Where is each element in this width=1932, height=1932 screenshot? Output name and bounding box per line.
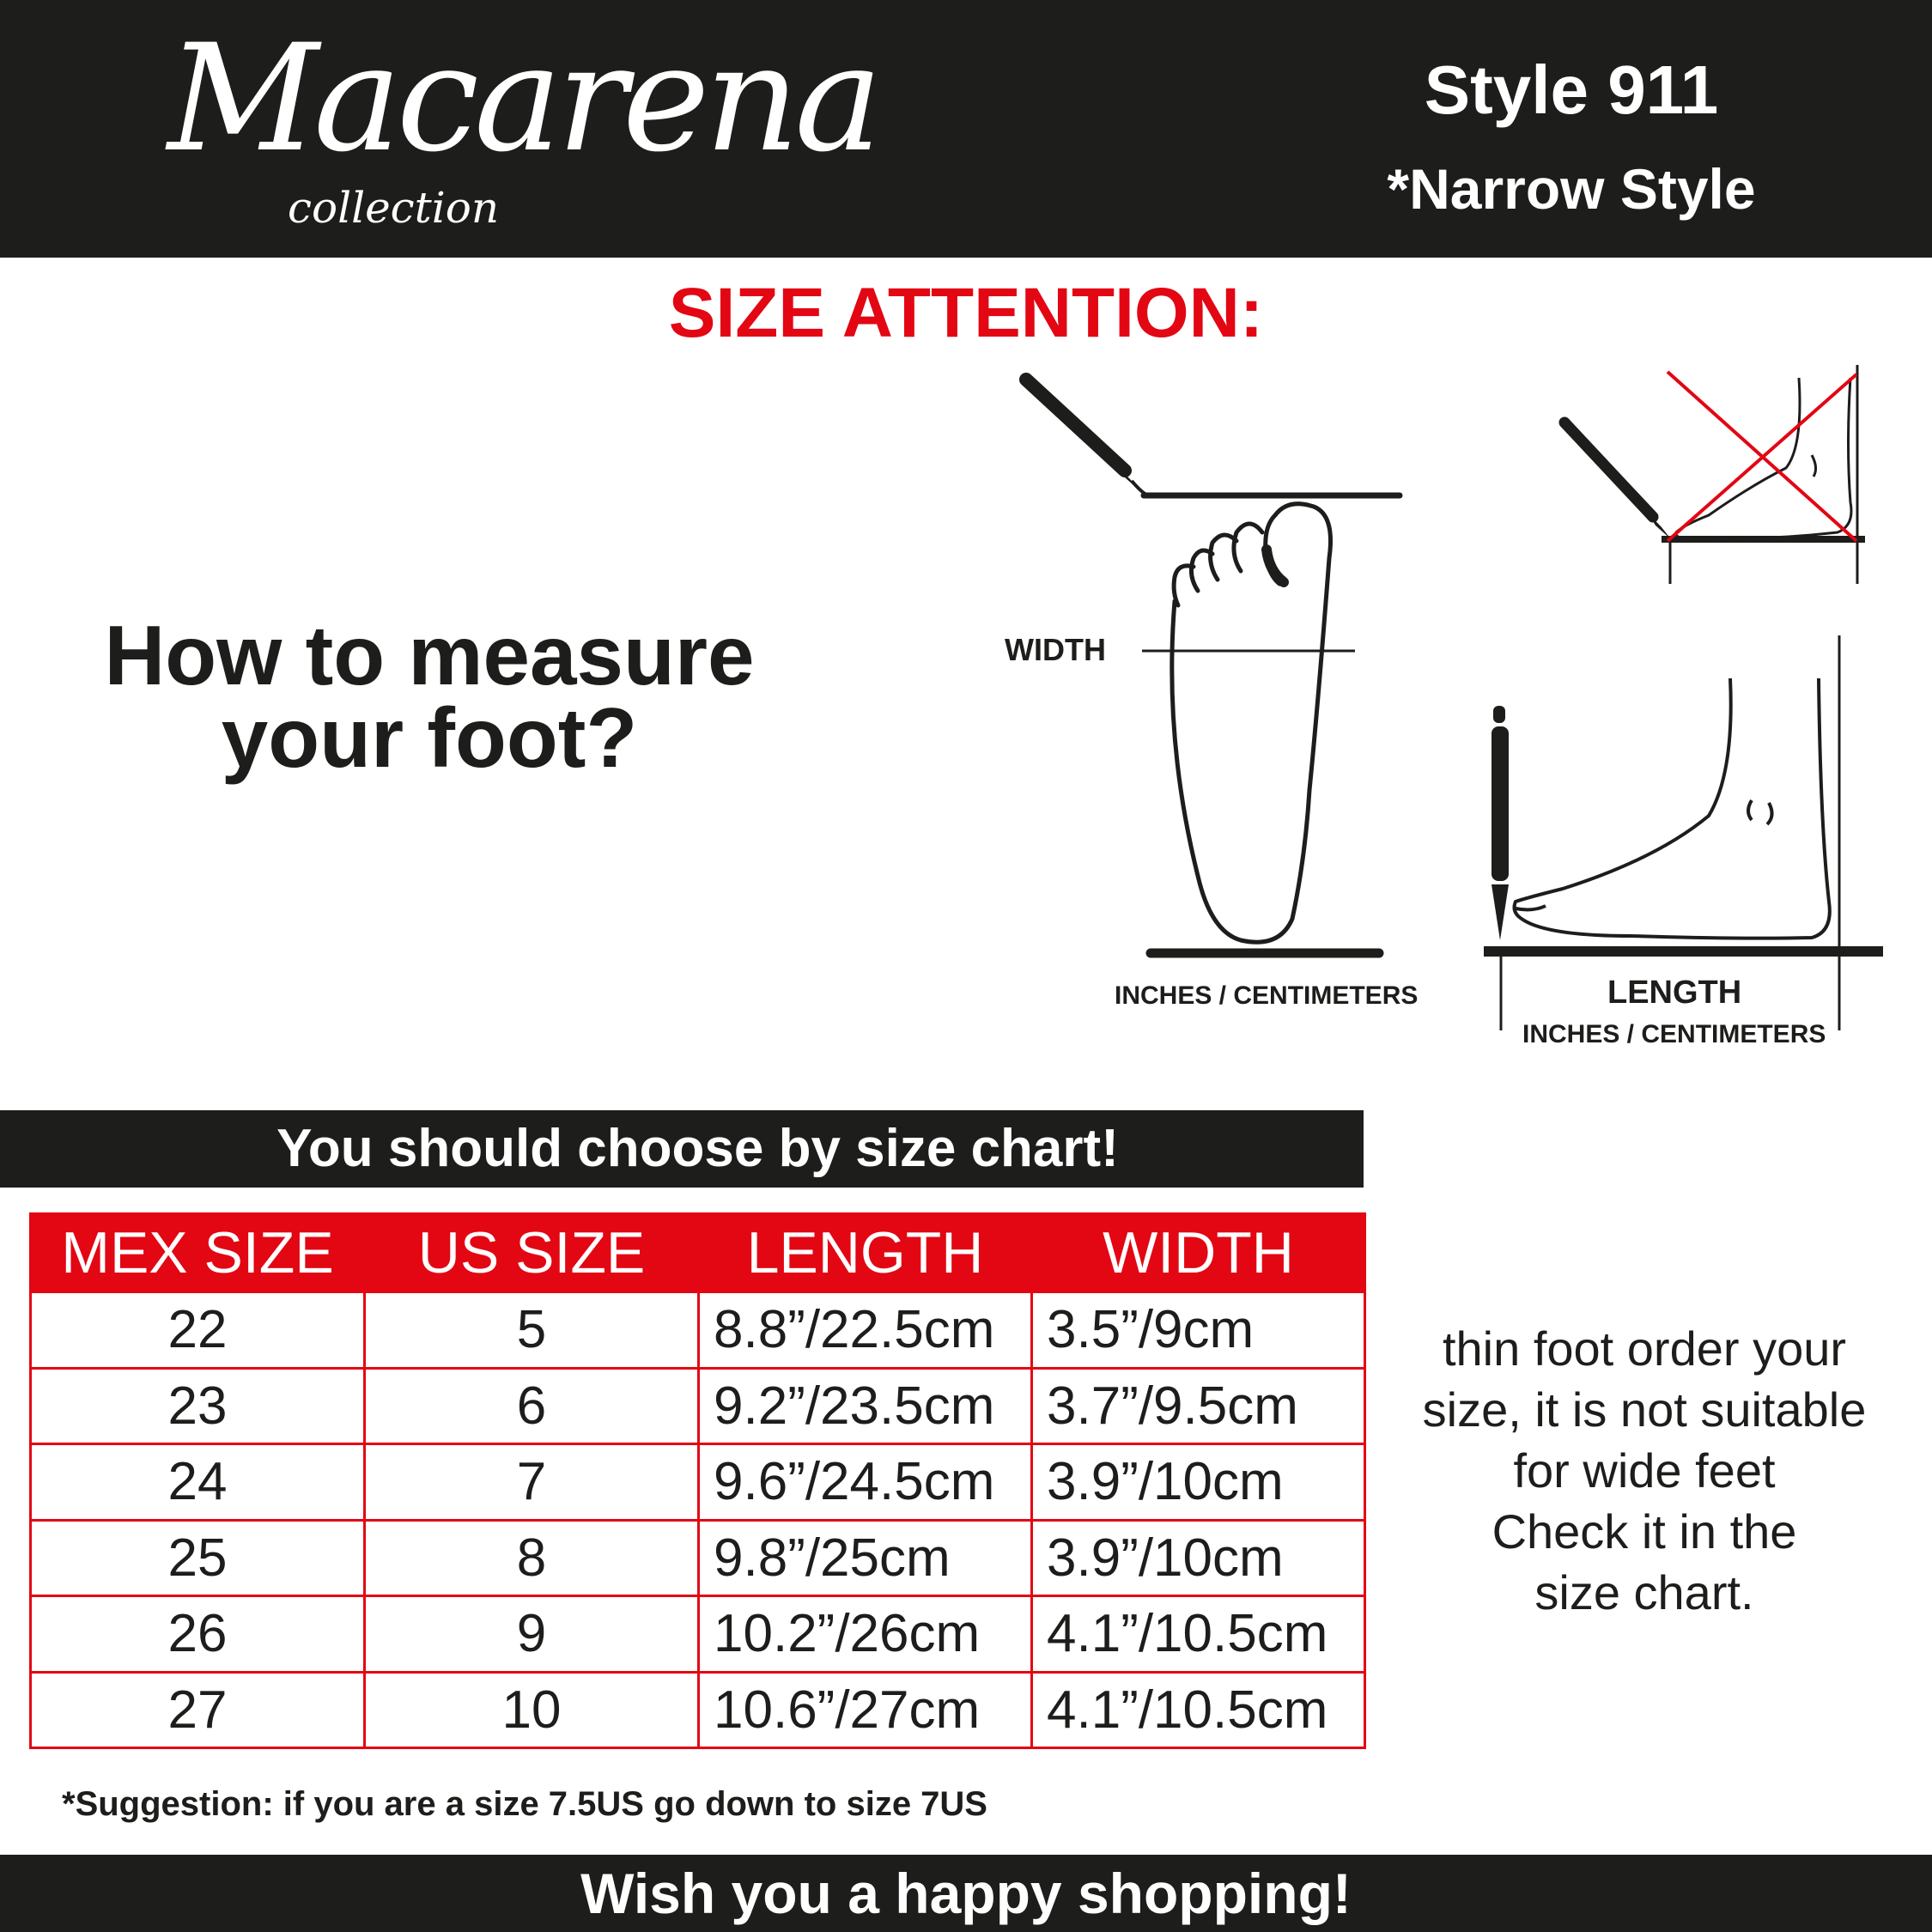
fit-note-line: size chart. — [1534, 1565, 1754, 1619]
us-size-cell: 7 — [365, 1444, 699, 1521]
fit-note-line: thin foot order your — [1442, 1321, 1847, 1376]
length-diagram — [1484, 635, 1883, 1030]
mex-size-cell: 23 — [31, 1368, 365, 1444]
header-mex-size: MEX SIZE — [31, 1214, 365, 1292]
length-cell: 10.6”/27cm — [699, 1672, 1032, 1748]
style-note: *Narrow Style — [1387, 157, 1756, 221]
fit-note — [1382, 1318, 1906, 1623]
mex-size-cell: 26 — [31, 1596, 365, 1673]
width-cell: 4.1”/10.5cm — [1032, 1672, 1365, 1748]
length-cell: 8.8”/22.5cm — [699, 1292, 1032, 1369]
width-cell: 3.9”/10cm — [1032, 1444, 1365, 1521]
fit-note-line: for wide feet — [1513, 1443, 1776, 1498]
fit-note-line: Check it in the — [1492, 1504, 1797, 1558]
size-suggestion: *Suggestion: if you are a size 7.5US go down to size 7US — [62, 1785, 987, 1823]
table-header-row — [31, 1214, 1365, 1292]
size-attention-heading: SIZE ATTENTION: — [668, 274, 1264, 352]
pen-icon — [1026, 380, 1146, 495]
width-cell: 3.9”/10cm — [1032, 1520, 1365, 1596]
measure-title: How to measure your foot? — [104, 608, 755, 785]
table-row — [31, 1596, 1365, 1673]
width-cell: 3.7”/9.5cm — [1032, 1368, 1365, 1444]
table-row — [31, 1444, 1365, 1521]
width-units-label: INCHES / CENTIMETERS — [1115, 981, 1419, 1010]
cross-mark-icon — [1668, 372, 1856, 541]
mex-size-cell: 27 — [31, 1672, 365, 1748]
header-us-size: US SIZE — [365, 1214, 699, 1292]
width-label: WIDTH — [1005, 632, 1106, 667]
length-cell: 9.2”/23.5cm — [699, 1368, 1032, 1444]
us-size-cell: 10 — [365, 1672, 699, 1748]
brand-logo: Macarena — [167, 12, 878, 185]
us-size-cell: 6 — [365, 1368, 699, 1444]
length-cell: 10.2”/26cm — [699, 1596, 1032, 1673]
mex-size-cell: 25 — [31, 1520, 365, 1596]
pen-icon — [1564, 422, 1671, 539]
us-size-cell: 8 — [365, 1520, 699, 1596]
table-row — [31, 1292, 1365, 1369]
wrong-method-diagram — [1564, 365, 1865, 584]
width-cell: 4.1”/10.5cm — [1032, 1596, 1365, 1673]
length-cell: 9.8”/25cm — [699, 1520, 1032, 1596]
length-cell: 9.6”/24.5cm — [699, 1444, 1032, 1521]
fit-note-line: size, it is not suitable — [1422, 1382, 1867, 1437]
header-length: LENGTH — [699, 1214, 1032, 1292]
table-row — [31, 1672, 1365, 1748]
mex-size-cell: 24 — [31, 1444, 365, 1521]
table-row — [31, 1520, 1365, 1596]
length-label: LENGTH — [1607, 975, 1742, 1011]
pen-icon — [1492, 706, 1509, 940]
header-width: WIDTH — [1032, 1214, 1365, 1292]
table-row — [31, 1368, 1365, 1444]
size-chart-table — [29, 1212, 1366, 1749]
mex-size-cell: 22 — [31, 1292, 365, 1369]
foot-side-view-icon — [1515, 678, 1830, 939]
us-size-cell: 5 — [365, 1292, 699, 1369]
foot-top-view-icon — [1172, 504, 1331, 943]
footer-text: Wish you a happy shopping! — [580, 1862, 1352, 1925]
style-number: Style 911 — [1424, 52, 1719, 128]
brand-logo-subtitle: collection — [288, 183, 500, 233]
width-cell: 3.5”/9cm — [1032, 1292, 1365, 1369]
length-units-label: INCHES / CENTIMETERS — [1522, 1020, 1826, 1048]
us-size-cell: 9 — [365, 1596, 699, 1673]
chart-banner-text: You should choose by size chart! — [276, 1119, 1119, 1178]
